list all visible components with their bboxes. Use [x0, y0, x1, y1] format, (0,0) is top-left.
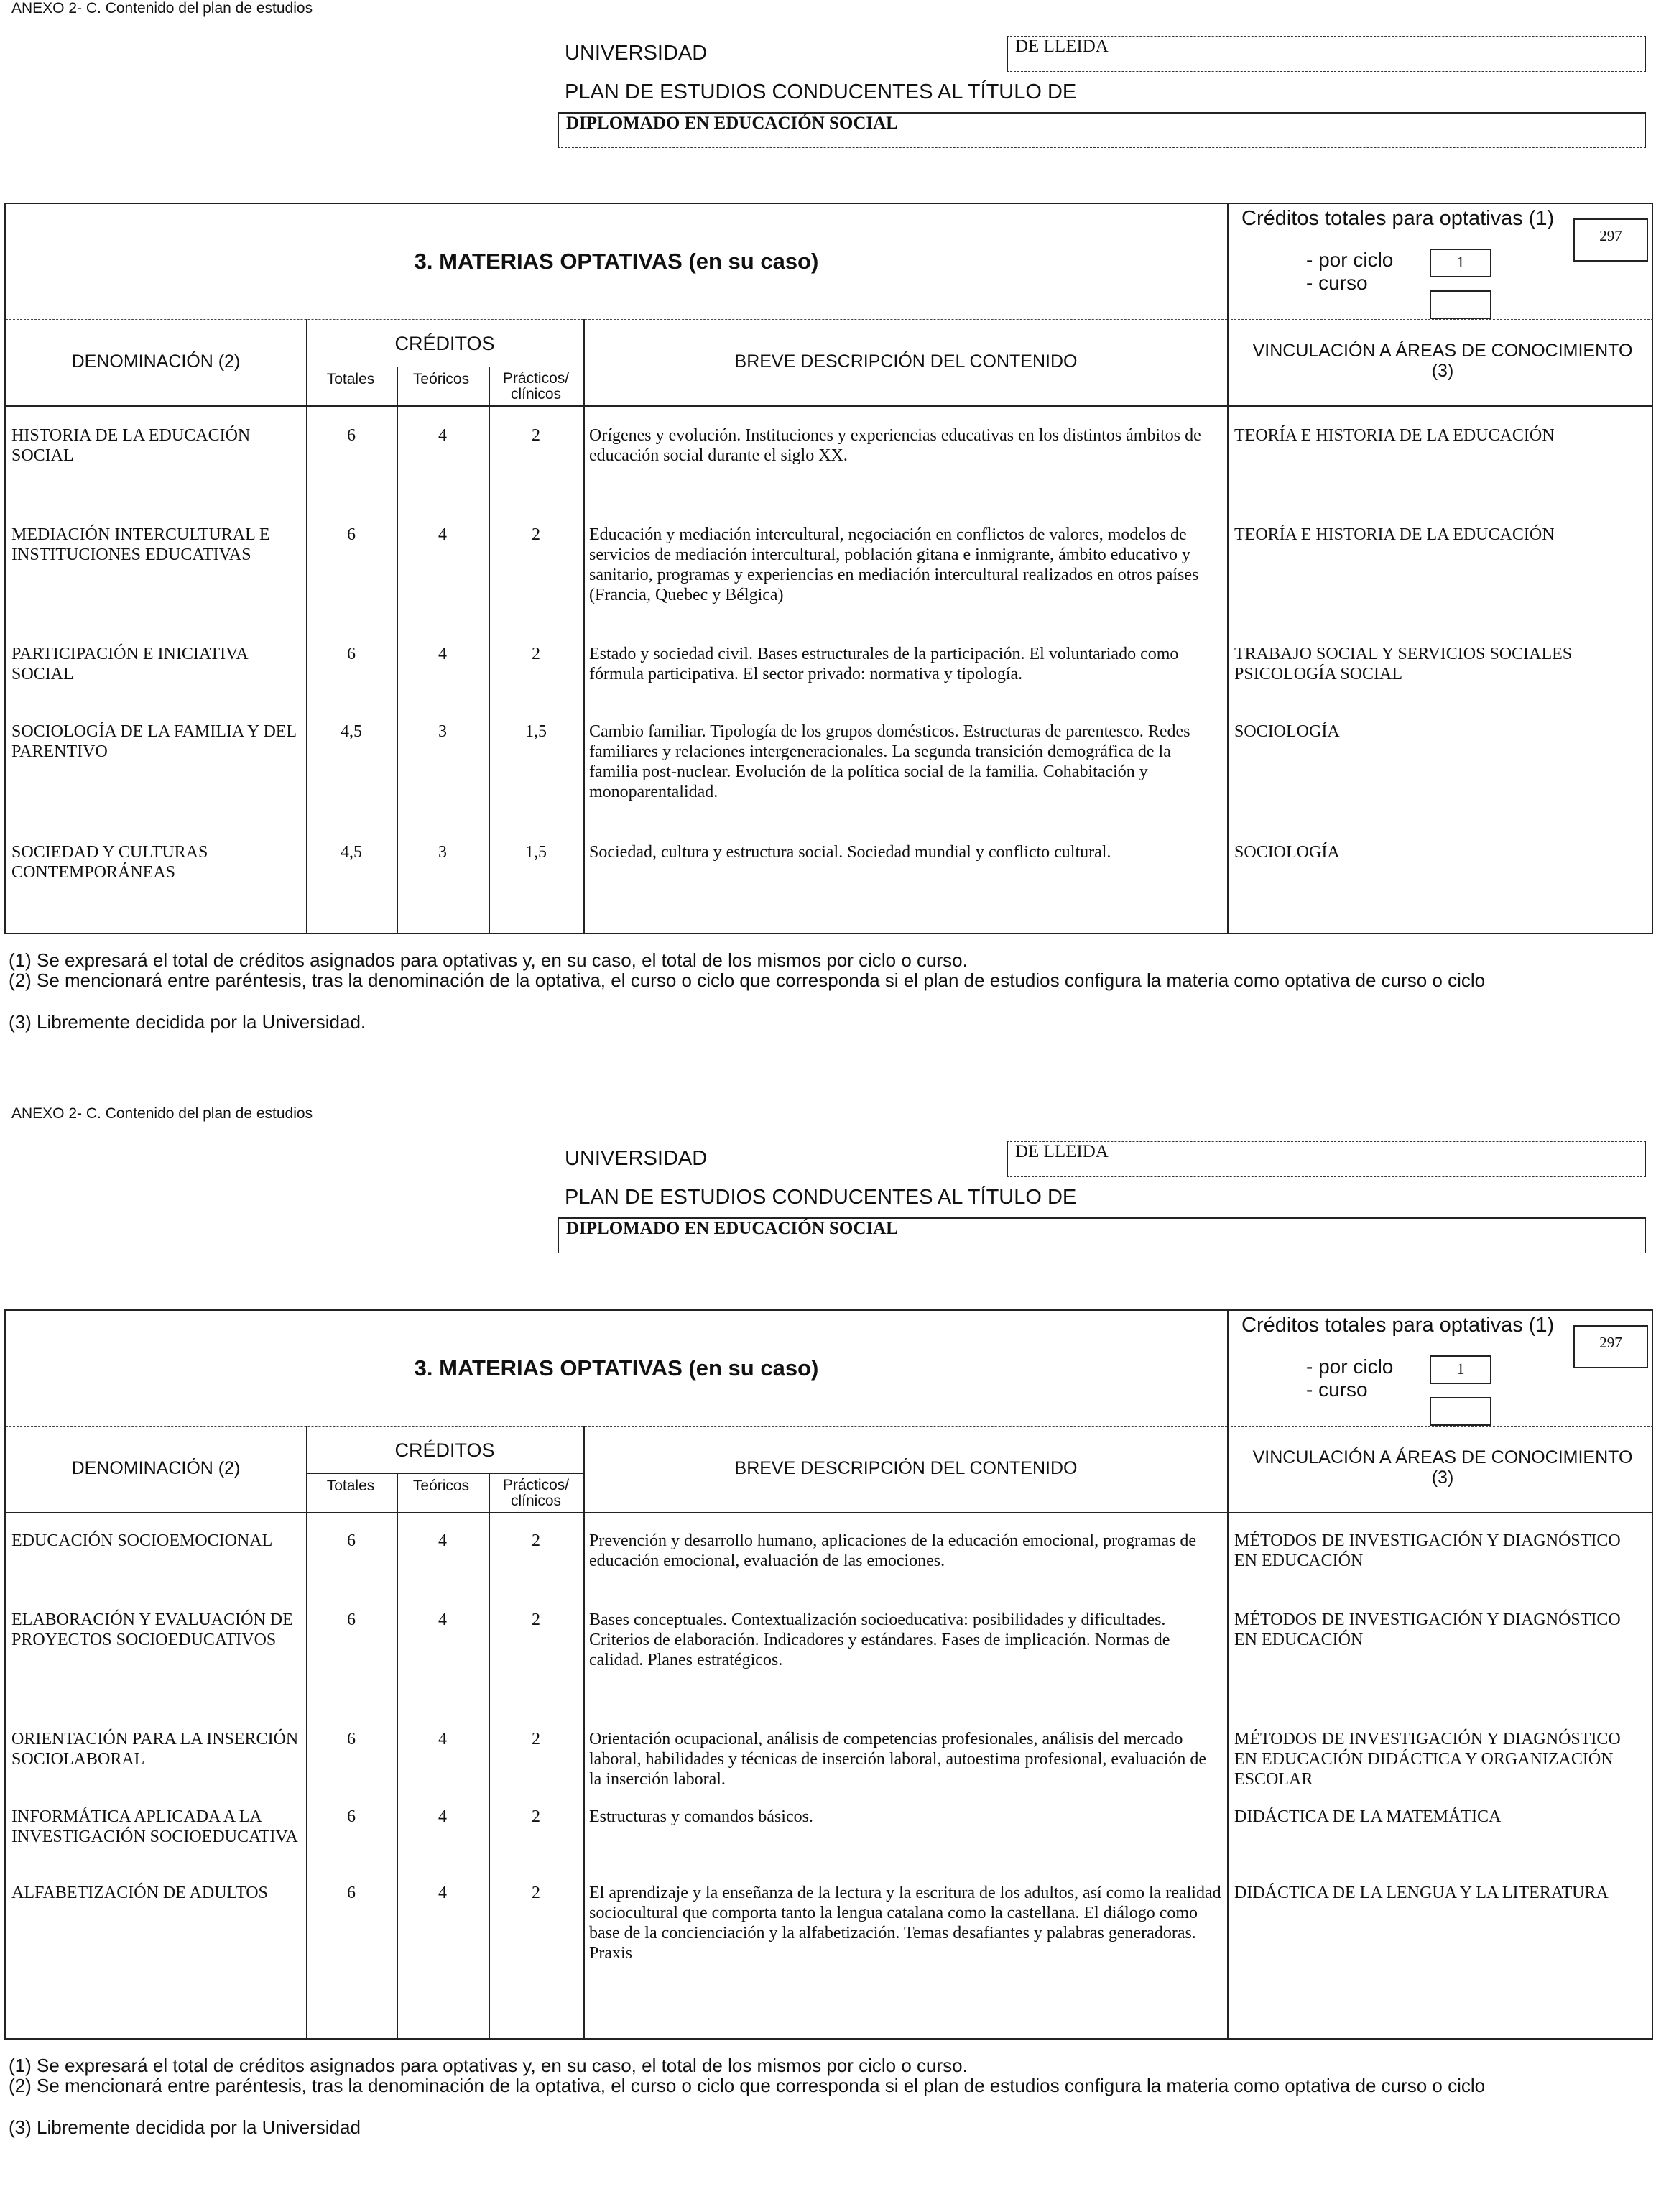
row-description: Educación y mediación intercultural, negociación en conflictos de valores, modelos de servicios de mediación intercultural, población gitana e inmigrante, ámbito educativo y sanitario, programas y experiencias en mediación intercultural realizados en otros países (Francia, Quebec y Bélgica) [589, 525, 1199, 604]
row-area: TEORÍA E HISTORIA DE LA EDUCACIÓN [1234, 525, 1555, 544]
row-area: MÉTODOS DE INVESTIGACIÓN Y DIAGNÓSTICO EN EDUCACIÓN [1234, 1531, 1621, 1570]
col-line [397, 1473, 398, 2038]
row-description: Estructuras y comandos básicos. [589, 1807, 813, 1826]
plan-label: PLAN DE ESTUDIOS CONDUCENTES AL TÍTULO DE [565, 80, 1077, 103]
row-totales: 6 [347, 1531, 356, 1550]
row-practicos: 2 [532, 426, 540, 445]
university-label: UNIVERSIDAD [565, 42, 708, 65]
row-name: INFORMÁTICA APLICADA A LA INVESTIGACIÓN SOCIOEDUCATIVA [11, 1807, 298, 1846]
credits-total-box: 297 [1573, 218, 1648, 262]
header-vinculacion: VINCULACIÓN A ÁREAS DE CONOCIMIENTO (3) [1252, 1447, 1633, 1488]
table-title: 3. MATERIAS OPTATIVAS (en su caso) [6, 204, 1227, 320]
row-area: SOCIOLOGÍA [1234, 722, 1340, 741]
row-description: Cambio familiar. Tipología de los grupos domésticos. Estructuras de parentesco. Redes familiares y relaciones intergeneracionales. La segunda transición demográfica de la familia post-nuclear. Evolución de la política social de la familia. Cohabitación y monoparentalidad. [589, 722, 1190, 801]
row-practicos: 2 [532, 1531, 540, 1550]
row-teoricos: 4 [438, 525, 447, 544]
row-name: ALFABETIZACIÓN DE ADULTOS [11, 1884, 268, 1902]
row-description: Prevención y desarrollo humano, aplicaciones de la educación emocional, programas de educación emocional, evaluación de las emociones. [589, 1531, 1197, 1570]
footnote-3: (3) Libremente decidida por la Universidad. [9, 1011, 366, 1033]
row-practicos: 1,5 [525, 722, 547, 741]
row-name: PARTICIPACIÓN E INICIATIVA SOCIAL [11, 645, 248, 683]
row-practicos: 2 [532, 525, 540, 544]
row-description: Orientación ocupacional, análisis de competencias profesionales, análisis del mercado laboral, habilidades y técnicas de inserción laboral, autoestima profesional, evaluación de la inserción laboral. [589, 1730, 1207, 1789]
university-box: DE LLEIDA [1007, 36, 1646, 72]
row-name: EDUCACIÓN SOCIOEMOCIONAL [11, 1531, 273, 1550]
university-label: UNIVERSIDAD [565, 1147, 708, 1170]
credits-total-label: Créditos totales para optativas (1) [1241, 1314, 1555, 1337]
row-totales: 6 [347, 1610, 356, 1629]
curso-label: - curso [1306, 272, 1368, 294]
university-box: DE LLEIDA [1007, 1141, 1646, 1177]
row-area: TRABAJO SOCIAL Y SERVICIOS SOCIALES PSICOLOGÍA SOCIAL [1234, 645, 1573, 683]
row-totales: 6 [347, 1884, 356, 1902]
col-line [489, 1473, 490, 2038]
header-denominacion: DENOMINACIÓN (2) [71, 1458, 241, 1478]
footnote-1: (1) Se expresará el total de créditos asignados para optativas y, en su caso, el total de los mismos por ciclo o curso. [9, 949, 968, 971]
curso-box [1430, 1397, 1491, 1426]
row-practicos: 2 [532, 1807, 540, 1826]
row-totales: 6 [347, 1730, 356, 1748]
row-teoricos: 4 [438, 645, 447, 663]
row-practicos: 2 [532, 1730, 540, 1748]
credits-total-label: Créditos totales para optativas (1) [1241, 207, 1555, 230]
por-ciclo-box: 1 [1430, 1355, 1491, 1384]
footnote-2: (2) Se mencionará entre paréntesis, tras la denominación de la optativa, el curso o ciclo que corresponda si el plan de estudios configura la materia como optativa de curso o ciclo [9, 969, 1486, 991]
header-denominacion: DENOMINACIÓN (2) [71, 351, 241, 372]
header-totales: Totales [326, 1478, 375, 1494]
row-teoricos: 3 [438, 722, 447, 741]
table-title: 3. MATERIAS OPTATIVAS (en su caso) [6, 1311, 1227, 1427]
row-description: Orígenes y evolución. Instituciones y experiencias educativas en los distintos ámbitos de educación social durante el siglo XX. [589, 426, 1201, 465]
row-name: MEDIACIÓN INTERCULTURAL E INSTITUCIONES EDUCATIVAS [11, 525, 270, 564]
curso-box [1430, 290, 1491, 319]
row-name: HISTORIA DE LA EDUCACIÓN SOCIAL [11, 426, 251, 465]
row-description: El aprendizaje y la enseñanza de la lectura y la escritura de los adultos, así como la realidad sociocultural que comporta tanto la lengua catalana como la castellana. El diálogo como base de la concienciación y la alfabetización. Temas desafiantes y palabras generadoras. Praxis [589, 1884, 1221, 1963]
row-area: DIDÁCTICA DE LA LENGUA Y LA LITERATURA [1234, 1884, 1609, 1902]
creditos-divider [306, 1473, 583, 1474]
row-area: TEORÍA E HISTORIA DE LA EDUCACIÓN [1234, 426, 1555, 445]
row-practicos: 1,5 [525, 843, 547, 862]
header-totales: Totales [326, 371, 375, 387]
col-line [583, 319, 585, 933]
credits-panel [1227, 204, 1653, 320]
row-teoricos: 4 [438, 1531, 447, 1550]
row-totales: 6 [347, 426, 356, 445]
row-totales: 4,5 [341, 843, 362, 862]
row-practicos: 2 [532, 645, 540, 663]
footnote-3: (3) Libremente decidida por la Universidad [9, 2116, 361, 2138]
col-line [583, 1426, 585, 2038]
row-teoricos: 4 [438, 1807, 447, 1826]
row-name: ORIENTACIÓN PARA LA INSERCIÓN SOCIOLABORAL [11, 1730, 299, 1769]
header-practicos: Prácticos/ clínicos [502, 1477, 570, 1509]
credits-panel [1227, 1311, 1653, 1427]
header-teoricos: Teóricos [412, 1478, 470, 1494]
col-line [1227, 1426, 1229, 2038]
annex-heading: ANEXO 2- C. Contenido del plan de estudios [11, 0, 313, 17]
row-name: SOCIEDAD Y CULTURAS CONTEMPORÁNEAS [11, 843, 208, 882]
row-totales: 6 [347, 1807, 356, 1826]
row-teoricos: 4 [438, 426, 447, 445]
row-teoricos: 4 [438, 1610, 447, 1629]
row-name: ELABORACIÓN Y EVALUACIÓN DE PROYECTOS SOCIOEDUCATIVOS [11, 1610, 293, 1649]
row-teoricos: 3 [438, 843, 447, 862]
row-practicos: 2 [532, 1610, 540, 1629]
header-teoricos: Teóricos [412, 371, 470, 387]
row-totales: 4,5 [341, 722, 362, 741]
row-area: MÉTODOS DE INVESTIGACIÓN Y DIAGNÓSTICO EN EDUCACIÓN DIDÁCTICA Y ORGANIZACIÓN ESCOLAR [1234, 1730, 1621, 1789]
header-creditos: CRÉDITOS [394, 1439, 495, 1461]
col-line [1227, 319, 1229, 933]
row-description: Bases conceptuales. Contextualización socioeducativa: posibilidades y dificultades. Criterios de elaboración. Indicadores y estándares. Fases de implicación. Normas de calidad. Planes estratégicos. [589, 1610, 1170, 1669]
row-totales: 6 [347, 645, 356, 663]
por-ciclo-label: - por ciclo [1306, 1355, 1394, 1378]
row-description: Estado y sociedad civil. Bases estructurales de la participación. El voluntariado como fórmula participativa. El sector privado: normativa y tipología. [589, 645, 1179, 683]
optativas-table [4, 203, 1653, 934]
row-area: DIDÁCTICA DE LA MATEMÁTICA [1234, 1807, 1502, 1826]
credits-total-box: 297 [1573, 1325, 1648, 1368]
por-ciclo-box: 1 [1430, 249, 1491, 277]
header-creditos: CRÉDITOS [394, 333, 495, 354]
degree-box: DIPLOMADO EN EDUCACIÓN SOCIAL [558, 1217, 1646, 1253]
header-practicos: Prácticos/ clínicos [502, 370, 570, 402]
header-descripcion: BREVE DESCRIPCIÓN DEL CONTENIDO [734, 1458, 1078, 1478]
por-ciclo-label: - por ciclo [1306, 249, 1394, 271]
header-vinculacion: VINCULACIÓN A ÁREAS DE CONOCIMIENTO (3) [1252, 341, 1633, 381]
footnote-1: (1) Se expresará el total de créditos asignados para optativas y, en su caso, el total de los mismos por ciclo o curso. [9, 2055, 968, 2076]
page-2 [0, 1105, 1656, 2212]
row-description: Sociedad, cultura y estructura social. Sociedad mundial y conflicto cultural. [589, 843, 1111, 862]
degree-box: DIPLOMADO EN EDUCACIÓN SOCIAL [558, 112, 1646, 148]
curso-label: - curso [1306, 1378, 1368, 1401]
row-name: SOCIOLOGÍA DE LA FAMILIA Y DEL PARENTIVO [11, 722, 297, 761]
row-teoricos: 4 [438, 1884, 447, 1902]
col-line [306, 319, 307, 933]
optativas-table [4, 1309, 1653, 2040]
row-area: MÉTODOS DE INVESTIGACIÓN Y DIAGNÓSTICO EN EDUCACIÓN [1234, 1610, 1621, 1649]
footnote-2: (2) Se mencionará entre paréntesis, tras la denominación de la optativa, el curso o ciclo que corresponda si el plan de estudios configura la materia como optativa de curso o ciclo [9, 2075, 1486, 2096]
row-teoricos: 4 [438, 1730, 447, 1748]
row-totales: 6 [347, 525, 356, 544]
header-descripcion: BREVE DESCRIPCIÓN DEL CONTENIDO [734, 351, 1078, 372]
row-area: SOCIOLOGÍA [1234, 843, 1340, 862]
annex-heading: ANEXO 2- C. Contenido del plan de estudios [11, 1105, 313, 1122]
plan-label: PLAN DE ESTUDIOS CONDUCENTES AL TÍTULO DE [565, 1186, 1077, 1209]
row-practicos: 2 [532, 1884, 540, 1902]
